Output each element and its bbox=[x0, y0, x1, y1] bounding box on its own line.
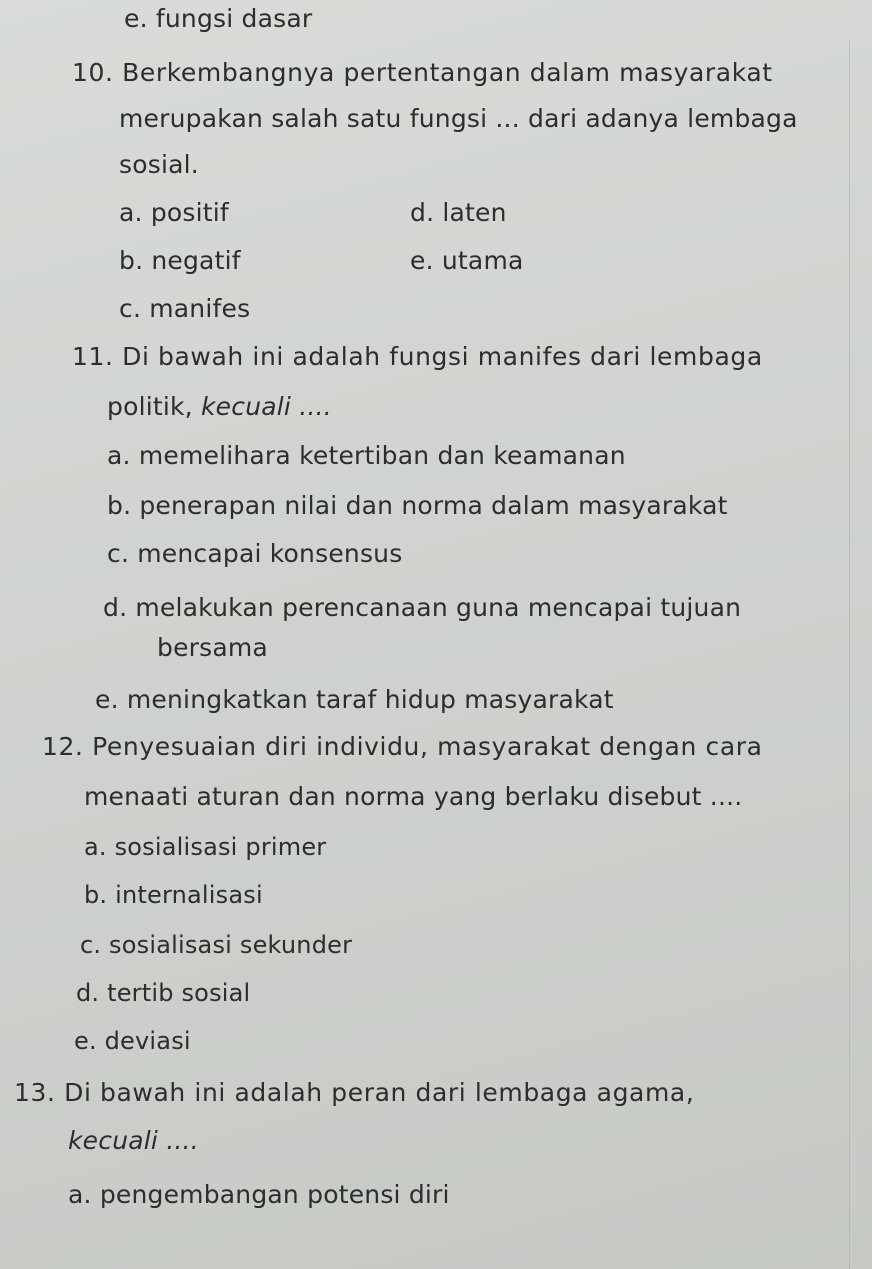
q11-text-prefix: politik, bbox=[107, 392, 201, 421]
q12-text-line2: menaati aturan dan norma yang berlaku disebut .... bbox=[84, 782, 743, 811]
q10-text-line2: merupakan salah satu fungsi ... dari adanya lembaga bbox=[119, 104, 798, 133]
q12-option-e: e. deviasi bbox=[74, 1027, 191, 1055]
q10-text-line1: 10. Berkembangnya pertentangan dalam masyarakat bbox=[72, 58, 773, 87]
q13-kecuali: kecuali .... bbox=[68, 1126, 199, 1155]
q12-option-d: d. tertib sosial bbox=[76, 979, 251, 1007]
q12-option-b: b. internalisasi bbox=[84, 881, 263, 909]
q11-text-line1: 11. Di bawah ini adalah fungsi manifes dari lembaga bbox=[72, 342, 763, 371]
q11-text-line2 bbox=[107, 392, 332, 422]
q11-option-c: c. mencapai konsensus bbox=[107, 539, 403, 568]
q13-option-a: a. pengembangan potensi diri bbox=[68, 1180, 450, 1209]
q10-option-e: e. utama bbox=[410, 246, 524, 275]
q12-text-line1: 12. Penyesuaian diri individu, masyarakat dengan cara bbox=[42, 732, 763, 761]
q10-option-c: c. manifes bbox=[119, 294, 251, 323]
q11-option-d-line1: d. melakukan perencanaan guna mencapai tujuan bbox=[103, 593, 742, 622]
q10-text-line3: sosial. bbox=[119, 150, 199, 179]
q11-option-e: e. meningkatkan taraf hidup masyarakat bbox=[95, 685, 614, 714]
q9-option-e: e. fungsi dasar bbox=[124, 4, 313, 33]
q11-option-b: b. penerapan nilai dan norma dalam masyarakat bbox=[107, 491, 728, 520]
q12-option-c: c. sosialisasi sekunder bbox=[80, 931, 353, 959]
q10-option-b: b. negatif bbox=[119, 246, 241, 275]
q11-option-a: a. memelihara ketertiban dan keamanan bbox=[107, 441, 626, 470]
q10-option-a: a. positif bbox=[119, 198, 229, 227]
q13-text-line1: 13. Di bawah ini adalah peran dari lembaga agama, bbox=[14, 1078, 695, 1107]
q11-kecuali: kecuali .... bbox=[200, 392, 332, 421]
q10-option-d: d. laten bbox=[410, 198, 507, 227]
q11-option-d-line2: bersama bbox=[157, 633, 268, 662]
q12-option-a: a. sosialisasi primer bbox=[84, 833, 327, 861]
